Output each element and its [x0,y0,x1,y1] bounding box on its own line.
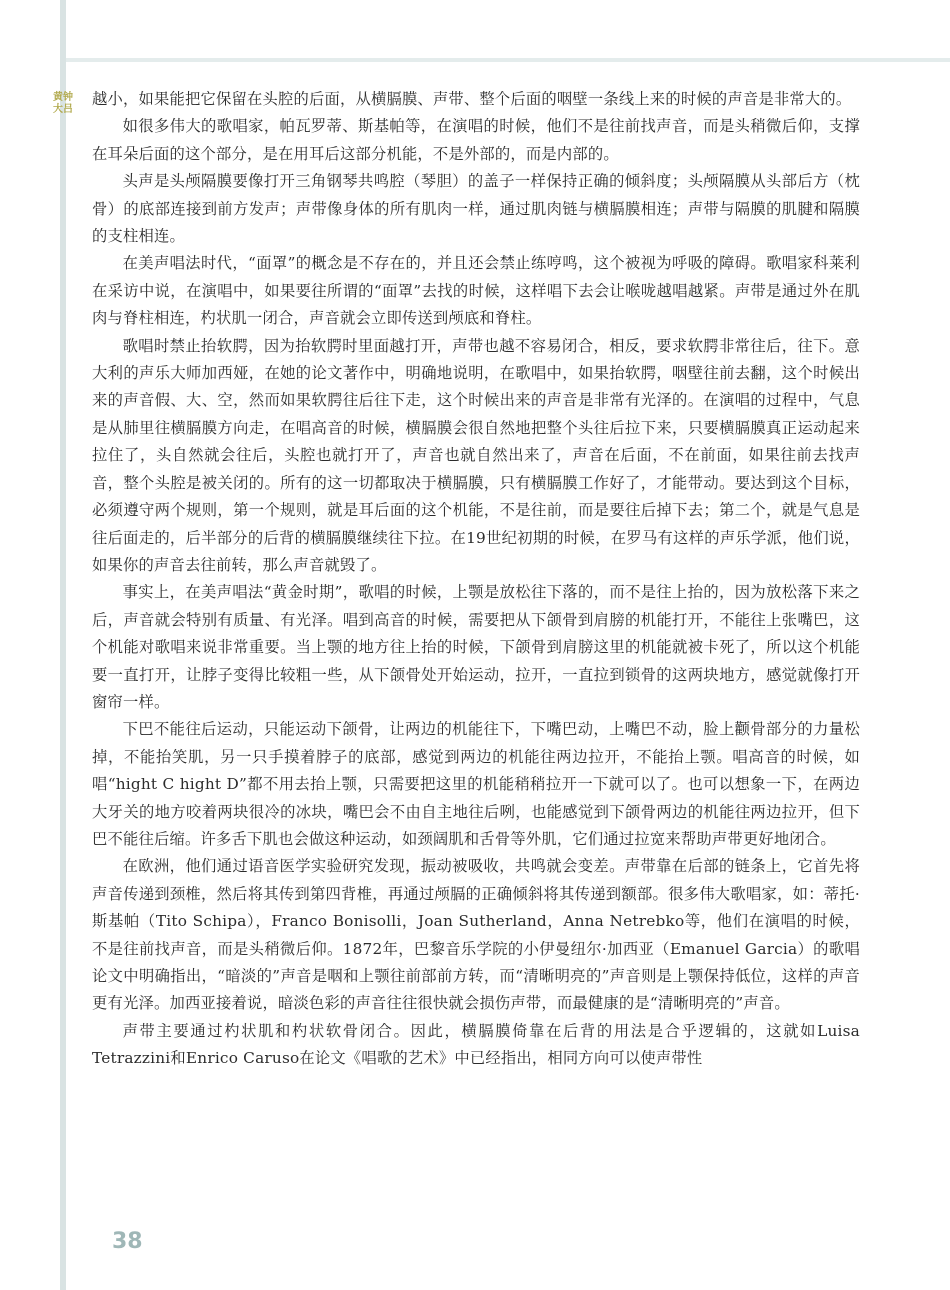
paragraph: 在美声唱法时代，“面罩”的概念是不存在的，并且还会禁止练哼鸣，这个被视为呼吸的障碍。歌唱家科莱利在采访中说，在演唱中，如果要往所谓的“面罩”去找的时候，这样唱下去会让喉咙越唱越紧。声带是通过外在肌肉与脊柱相连，杓状肌一闭合，声音就会立即传送到颅底和脊柱。 [92,254,860,328]
page-number: 38 [112,1229,143,1254]
paragraph: 歌唱时禁止抬软腭，因为抬软腭时里面越打开，声带也越不容易闭合，相反，要求软腭非常往后，往下。意大利的声乐大师加西娅，在她的论文著作中，明确地说明，在歌唱中，如果抬软腭，咽壁往前去翻，这个时候出来的声音假、大、空，然而如果软腭往后往下走，这个时候出来的声音是非常有光泽的。在演唱的过程中，气息是从肺里往横膈膜方向走，在唱高音的时候，横膈膜会很自然地把整个头往后拉下来，只要横膈膜真正运动起来拉住了，头自然就会往后，头腔也就打开了，声音也就自然出来了，声音在后面，不在前面，如果往前去找声音，整个头腔是被关闭的。所有的这一切都取决于横膈膜，只有横膈膜工作好了，才能带动。要达到这个目标，必须遵守两个规则，第一个规则，就是耳后面的这个机能，不是往前，而是要往后掉下去；第二个，就是气息是往后面走的，后半部分的后背的横膈膜继续往下拉。在19世纪初期的时候，在罗马有这样的声乐学派，他们说，如果你的声音去往前转，那么声音就毁了。 [92,336,860,574]
section-label: 黄钟大吕 [53,92,73,115]
paragraph: 在欧洲，他们通过语音医学实验研究发现，振动被吸收，共鸣就会变差。声带靠在后部的链条上，它首先将声音传递到颈椎，然后将其传到第四背椎，再通过颅膈的正确倾斜将其传递到额部。很多伟大歌唱家，如：蒂托·斯基帕（Tito Schipa），Franco Bonisolli，Joan Sutherland，Anna Netrebko等，他们在演唱的时候，不是往前找声音，而是头稍微后仰。1872年，巴黎音乐学院的小伊曼纽尔·加西亚（Emanuel Garcia）的歌唱论文中明确指出，“暗淡的”声音是咽和上颚往前部前方转，而“清晰明亮的”声音则是上颚保持低位，这样的声音更有光泽。加西亚接着说，暗淡色彩的声音往往很快就会损伤声带，而最健康的是“清晰明亮的”声音。 [92,857,860,1013]
paragraph-continuation: 越小，如果能把它保留在头腔的后面，从横膈膜、声带、整个后面的咽壁一条线上来的时候的声音是非常大的。 [92,90,852,108]
paragraph: 声带主要通过杓状肌和杓状软骨闭合。因此，横膈膜倚靠在后背的用法是合乎逻辑的，这就如Luisa Tetrazzini和Enrico Caruso在论文《唱歌的艺术》中已经指出，相同方向可以使声带性 [92,1021,860,1068]
page-body [92,86,860,1073]
left-margin-bar [60,0,66,1290]
paragraph: 如很多伟大的歌唱家，帕瓦罗蒂、斯基帕等，在演唱的时候，他们不是往前找声音，而是头稍微后仰，支撑在耳朵后面的这个部分，是在用耳后这部分机能，不是外部的，而是内部的。 [92,117,860,163]
paragraph: 头声是头颅隔膜要像打开三角钢琴共鸣腔（琴胆）的盖子一样保持正确的倾斜度；头颅隔膜从头部后方（枕骨）的底部连接到前方发声；声带像身体的所有肌肉一样，通过肌肉链与横膈膜相连；声带与隔膜的肌腱和隔膜的支柱相连。 [92,172,860,246]
header-rule [66,58,950,62]
paragraph: 下巴不能往后运动，只能运动下颌骨，让两边的机能往下，下嘴巴动，上嘴巴不动，脸上颧骨部分的力量松掉，不能抬笑肌，另一只手摸着脖子的底部，感觉到两边的机能往两边拉开，不能抬上颚。唱高音的时候，如唱“hight C hight D”都不用去抬上颚，只需要把这里的机能稍稍拉开一下就可以了。也可以想象一下，在两边大牙关的地方咬着两块很冷的冰块，嘴巴会不由自主地往后咧，也能感觉到下颌骨两边的机能往两边拉开，但下巴不能往后缩。许多舌下肌也会做这种运动，如颈阔肌和舌骨等外肌，它们通过拉宽来帮助声带更好地闭合。 [92,720,860,848]
paragraph: 事实上，在美声唱法“黄金时期”，歌唱的时候，上颚是放松往下落的，而不是往上抬的，因为放松落下来之后，声音就会特别有质量、有光泽。唱到高音的时候，需要把从下颌骨到肩膀的机能打开，不能往上张嘴巴，这个机能对歌唱来说非常重要。当上颚的地方往上抬的时候，下颌骨到肩膀这里的机能就被卡死了，所以这个机能要一直打开，让脖子变得比较粗一些，从下颌骨处开始运动，拉开，一直拉到锁骨的这两块地方，感觉就像打开窗帘一样。 [92,583,860,711]
